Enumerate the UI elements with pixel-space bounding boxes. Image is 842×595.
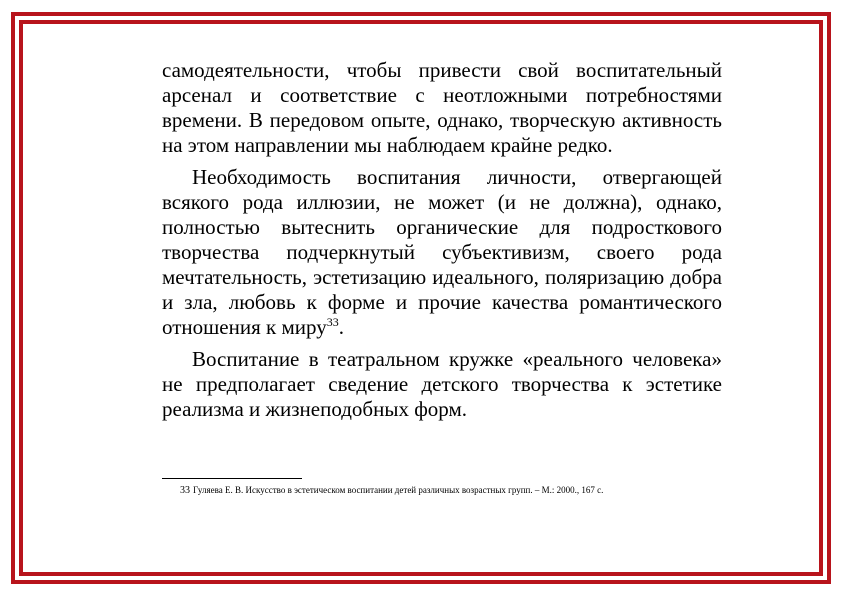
document-body	[162, 58, 722, 429]
paragraph-2	[162, 165, 722, 340]
footnote-separator	[162, 478, 302, 479]
footnote-number: 33	[180, 485, 190, 496]
footnote	[180, 485, 720, 496]
paragraph-3-text: Воспитание в театральном кружке «реального человека» не предполагает сведение детского творчества к эстетике реализма и жизнеподобных форм.	[162, 347, 722, 421]
paragraph-1-text: самодеятельности, чтобы привести свой воспитательный арсенал и соответствие с неотложными потребностями времени. В передовом опыте, однако, творческую активность на этом направлении мы наблюдаем крайне редко.	[162, 58, 722, 157]
paragraph-1	[162, 58, 722, 158]
paragraph-2-end: .	[338, 315, 344, 339]
paragraph-3	[162, 347, 722, 422]
footnote-reference: 33	[326, 315, 339, 329]
paragraph-2-text: Необходимость воспитания личности, отвергающей всякого рода иллюзии, не может (и не должна), однако, полностью вытеснить органические для подросткового творчества подчеркнутый субъективизм, своего рода мечтательность, эстетизацию идеального, поляризацию добра и зла, любовь к форме и прочие качества романтического отношения к миру	[162, 165, 722, 339]
footnote-text: Гуляева Е. В. Искусство в эстетическом воспитании детей различных возрастных групп. – М.: 2000., 167 с.	[193, 485, 604, 495]
